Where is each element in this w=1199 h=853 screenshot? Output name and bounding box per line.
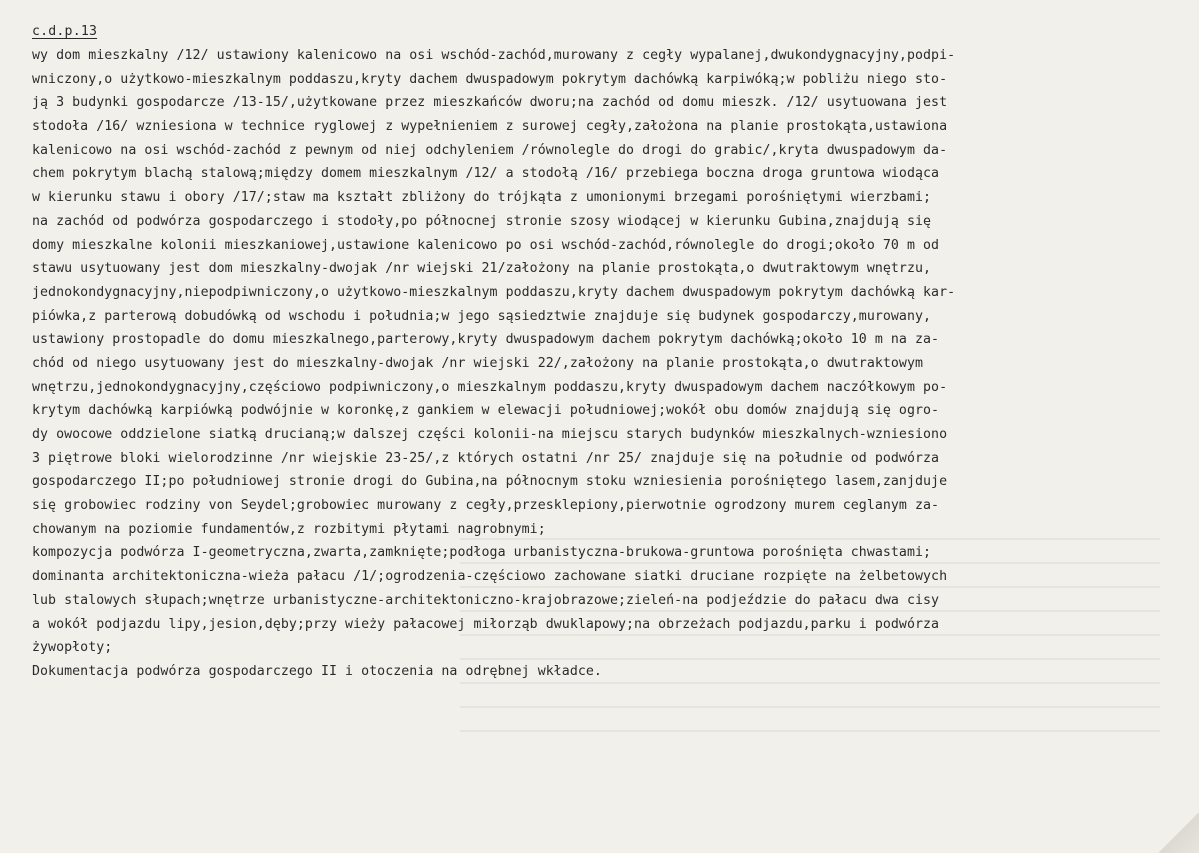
- text-line: dy owocowe oddzielone siatką drucianą;w dalszej części kolonii-na miejscu starych budynków mieszkalnych-wzniesiono: [32, 427, 948, 442]
- text-line: domy mieszkalne kolonii mieszkaniowej,ustawione kalenicowo po osi wschód-zachód,równolegle do drogi;około 70 m od: [32, 237, 940, 253]
- text-line: żywopłoty;: [32, 640, 113, 656]
- text-line: ją 3 budynki gospodarcze /13-15/,użytkowane przez mieszkańców dworu;na zachód od domu mieszk. /12/ usytuowana jest: [32, 95, 948, 111]
- text-line: a wokół podjazdu lipy,jesion,dęby;przy wieży pałacowej miłorząb dwuklapowy;na obrzeżach podjazdu,parku i podwórza: [32, 616, 940, 632]
- text-line: kompozycja podwórza I-geometryczna,zwarta,zamknięte;podłoga urbanistyczna-brukowa-gruntowa porośnięta chwastami;: [32, 545, 932, 561]
- text-line: wniczony,o użytkowo-mieszkalnym poddaszu,kryty dachem dwuspadowym pokrytym dachówką karpiwóką;w pobliżu niego sto-: [32, 71, 948, 87]
- text-line: krytym dachówką karpiówką podwójnie w koronkę,z gankiem w elewacji południowej;wokół obu domów znajdują się ogro-: [32, 403, 940, 419]
- text-line: chód od niego usytuowany jest do mieszkalny-dwojak /nr wiejski 22/,założony na planie prostokąta,o dwutraktowym: [32, 355, 924, 371]
- text-line: wy dom mieszkalny /12/ ustawiony kalenicowo na osi wschód-zachód,murowany z cegły wypalanej,dwukondygnacyjny,podpi-: [32, 48, 956, 63]
- text-line: na zachód od podwórza gospodarczego i stodoły,po północnej stronie szosy wiodącej w kierunku Gubina,znajdują się: [32, 213, 932, 229]
- text-line: się grobowiec rodziny von Seydel;grobowiec murowany z cegły,przesklepiony,pierwotnie ogrodzony murem ceglanym za-: [32, 498, 940, 514]
- text-line: w kierunku stawu i obory /17/;staw ma kształt zbliżony do trójkąta z umonionymi brzegami porośniętymi wierzbami;: [32, 190, 932, 206]
- page-reference: c.d.p.13: [32, 24, 98, 39]
- text-line: Dokumentacja podwórza gospodarczego II i otoczenia na odrębnej wkładce.: [32, 663, 602, 679]
- text-line: wnętrzu,jednokondygnacyjny,częściowo podpiwniczony,o mieszkalnym poddaszu,kryty dwuspadowym dachem naczółkowym po-: [32, 379, 948, 395]
- text-line: gospodarczego II;po południowej stronie drogi do Gubina,na północnym stoku wzniesienia porośniętego lasem,zanjduje: [32, 474, 948, 490]
- text-line: lub stalowych słupach;wnętrze urbanistyczne-architektoniczno-krajobrazowe;zieleń-na podjeździe do pałacu dwa cisy: [32, 592, 940, 608]
- paper-corner-crease: [1159, 813, 1199, 853]
- text-line: 3 piętrowe bloki wielorodzinne /nr wiejskie 23-25/,z których ostatni /nr 25/ znajduje się na południe od podwórza: [32, 450, 940, 466]
- text-line: chowanym na poziomie fundamentów,z rozbitymi płytami nagrobnymi;: [32, 521, 546, 537]
- typed-text-body: [32, 44, 1192, 684]
- text-line: ustawiony prostopadle do domu mieszkalnego,parterowy,kryty dwuspadowym dachem pokrytym dachówką;około 10 m na za-: [32, 332, 940, 348]
- text-line: jednokondygnacyjny,niepodpiwniczony,o użytkowo-mieszkalnym poddaszu,kryty dachem dwuspadowym pokrytym dachówką kar-: [32, 284, 956, 300]
- text-line: chem pokrytym blachą stalową;między domem mieszkalnym /12/ a stodołą /16/ przebiega boczna droga gruntowa wiodąca: [32, 166, 940, 182]
- text-line: stawu usytuowany jest dom mieszkalny-dwojak /nr wiejski 21/założony na planie prostokąta,o dwutraktowym wnętrzu,: [32, 261, 932, 277]
- text-line: dominanta architektoniczna-wieża pałacu /1/;ogrodzenia-częściowo zachowane siatki druciane rozpięte na żelbetowych: [32, 569, 948, 585]
- text-line: piówka,z parterową dobudówką od wschodu i południa;w jego sąsiedztwie znajduje się budynek gospodarczy,murowany,: [32, 308, 932, 324]
- text-line: stodoła /16/ wzniesiona w technice ryglowej z wypełnieniem z surowej cegły,założona na planie prostokąta,ustawiona: [32, 119, 948, 135]
- text-line: kalenicowo na osi wschód-zachód z pewnym od niej odchyleniem /równolegle do drogi do grabic/,kryta dwuspadowym da-: [32, 142, 948, 158]
